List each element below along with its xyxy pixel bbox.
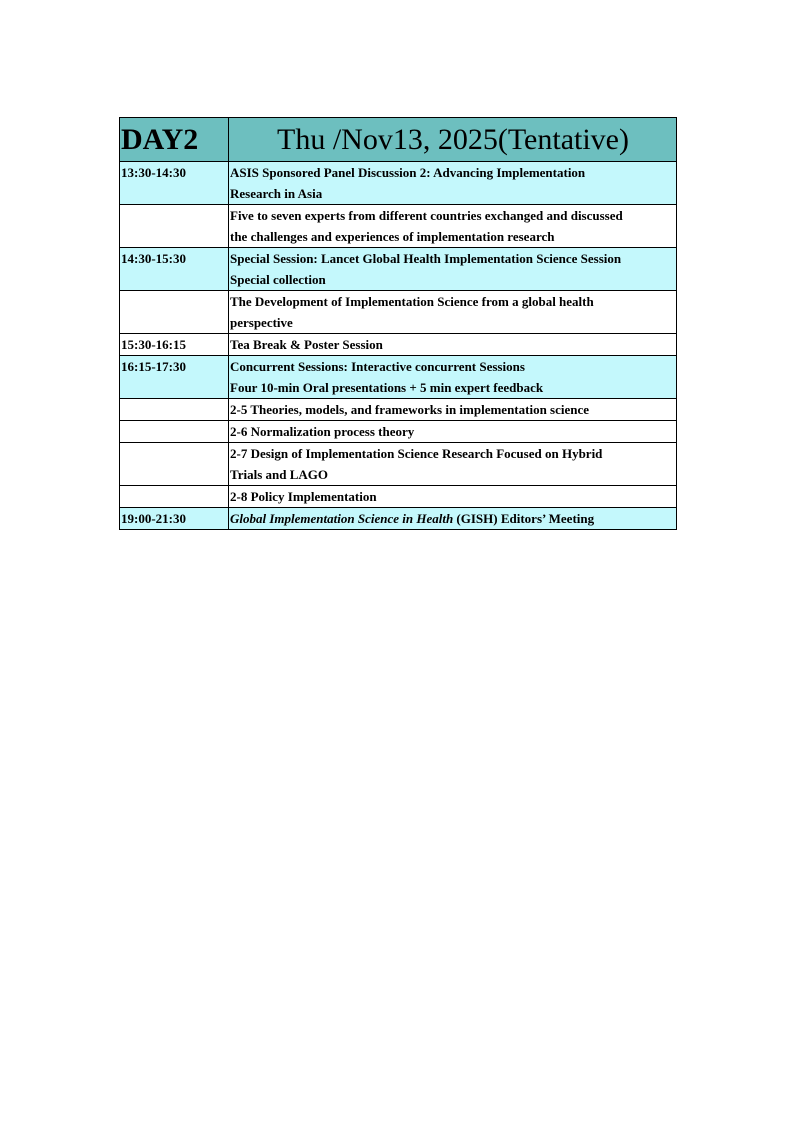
description-cell — [229, 399, 677, 421]
description-line — [230, 508, 676, 529]
schedule-row — [120, 443, 677, 486]
schedule-row — [120, 205, 677, 248]
description-line: Five to seven experts from different countries exchanged and discussed — [230, 208, 623, 223]
time-cell: 14:30-15:30 — [120, 248, 229, 291]
description-line: 2-8 Policy Implementation — [230, 489, 377, 504]
schedule-row — [120, 291, 677, 334]
description-line: Special Session: Lancet Global Health Implementation Science Session — [230, 251, 622, 266]
description-line: 2-7 Design of Implementation Science Research Focused on Hybrid — [230, 446, 603, 461]
description-line: Research in Asia — [230, 186, 323, 201]
schedule-row — [120, 162, 677, 205]
day-label: DAY2 — [120, 118, 229, 162]
time-cell — [120, 421, 229, 443]
time-cell — [120, 205, 229, 248]
schedule-row — [120, 486, 677, 508]
time-cell: 19:00-21:30 — [120, 508, 229, 530]
description-line: 2-6 Normalization process theory — [230, 424, 415, 439]
description-cell — [229, 291, 677, 334]
time-cell — [120, 443, 229, 486]
description-line: Tea Break & Poster Session — [230, 337, 383, 352]
time-cell — [120, 291, 229, 334]
description-cell — [229, 486, 677, 508]
meeting-suffix: (GISH) Editors’ Meeting — [453, 511, 595, 526]
description-line: the challenges and experiences of implementation research — [230, 229, 555, 244]
description-cell — [229, 356, 677, 399]
header-row — [120, 118, 677, 162]
description-line: 2-5 Theories, models, and frameworks in implementation science — [230, 402, 590, 417]
schedule-row — [120, 508, 677, 530]
description-cell — [229, 162, 677, 205]
description-line: The Development of Implementation Science from a global health — [230, 294, 594, 309]
description-cell — [229, 248, 677, 291]
schedule-row — [120, 356, 677, 399]
time-cell: 16:15-17:30 — [120, 356, 229, 399]
schedule-table — [119, 117, 677, 530]
description-line: Four 10-min Oral presentations + 5 min expert feedback — [230, 380, 544, 395]
description-line: Trials and LAGO — [230, 467, 329, 482]
description-cell — [229, 334, 677, 356]
time-cell: 13:30-14:30 — [120, 162, 229, 205]
time-cell: 15:30-16:15 — [120, 334, 229, 356]
schedule-row — [120, 421, 677, 443]
description-line: Concurrent Sessions: Interactive concurrent Sessions — [230, 359, 525, 374]
description-line: Special collection — [230, 272, 326, 287]
date-label: Thu /Nov13, 2025(Tentative) — [229, 118, 677, 162]
description-line: ASIS Sponsored Panel Discussion 2: Advancing Implementation — [230, 165, 586, 180]
description-cell — [229, 508, 677, 530]
time-cell — [120, 486, 229, 508]
schedule-row — [120, 399, 677, 421]
description-cell — [229, 205, 677, 248]
description-line: perspective — [230, 315, 293, 330]
description-cell — [229, 443, 677, 486]
schedule-row — [120, 334, 677, 356]
schedule-row — [120, 248, 677, 291]
description-cell — [229, 421, 677, 443]
journal-title: Global Implementation Science in Health — [230, 511, 454, 526]
time-cell — [120, 399, 229, 421]
